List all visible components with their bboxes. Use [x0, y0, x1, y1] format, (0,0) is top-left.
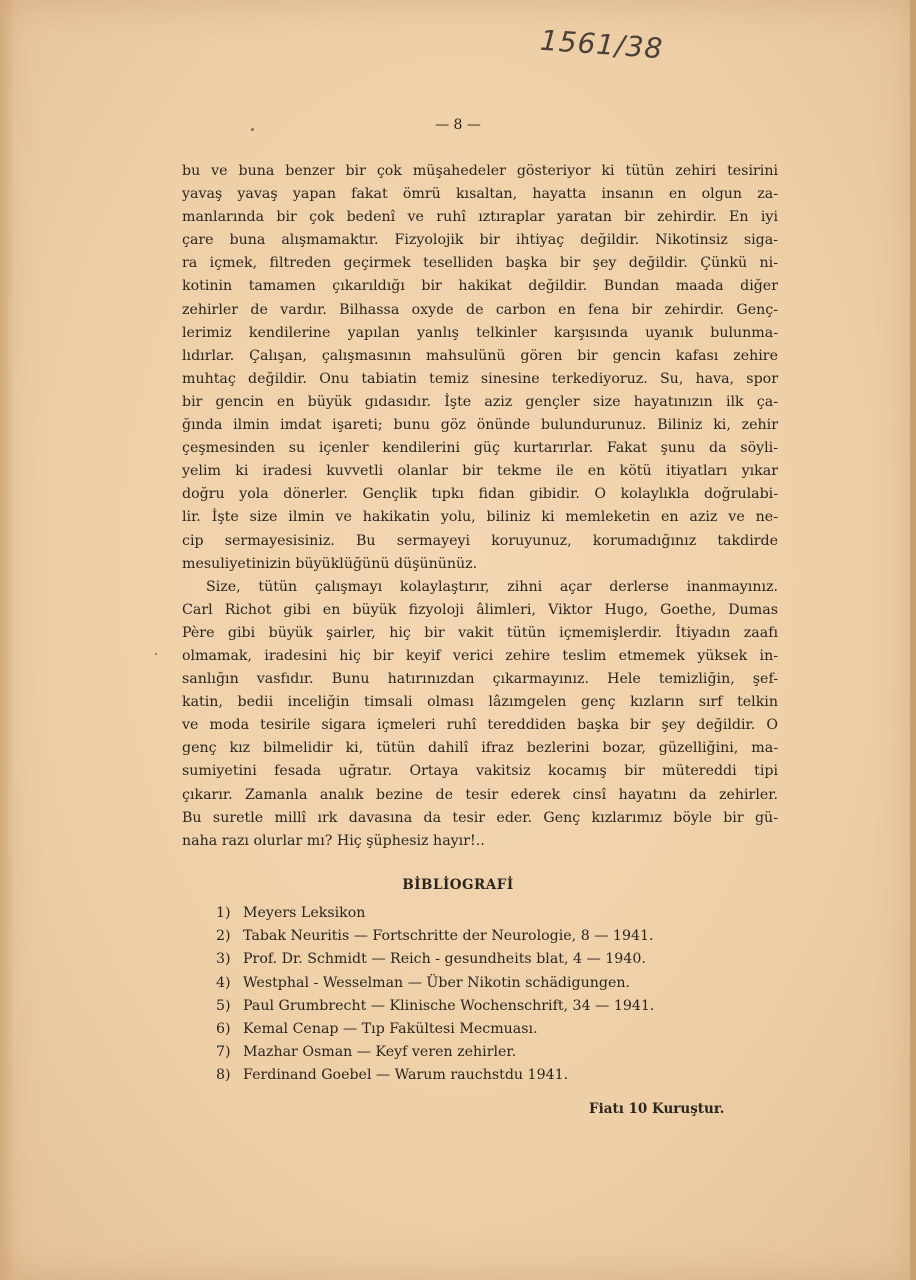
text-line: genç kız bilmelidir ki, tütün dahilî ifraz bezlerini bozar, güzelliğini, ma-: [182, 740, 778, 757]
bibliography-item-number: 6): [216, 1021, 231, 1038]
text-line: manlarında bir çok bedenî ve ruhî ıztıraplar yaratan bir zehirdir. En iyi: [182, 209, 778, 226]
handwritten-note: 1561/38: [538, 23, 665, 66]
body-text: [182, 160, 778, 853]
text-line: muhtaç değildir. Onu tabiatin temiz sinesine terkediyoruz. Su, hava, spor: [182, 370, 778, 387]
text-line: bir gencin en büyük gıdasıdır. İşte aziz gençler size hayatınızın ilk ça-: [182, 393, 778, 410]
bibliography-item-number: 3): [216, 951, 231, 968]
text-line: cip sermayesisiniz. Bu sermayeyi koruyunuz, korumadığınız takdirde: [182, 532, 778, 549]
text-line: ra içmek, filtreden geçirmek teselliden başka bir şey değildir. Çünkü ni-: [182, 255, 778, 272]
bibliography-item-text: Meyers Leksikon: [243, 905, 366, 921]
bibliography-list: [216, 902, 776, 1088]
bibliography-item-text: Mazhar Osman — Keyf veren zehirler.: [243, 1044, 517, 1061]
bibliography-item: [216, 1018, 776, 1041]
page-number: — 8 —: [435, 117, 481, 133]
text-line: olmamak, iradesini hiç bir keyif verici zehire teslim etmemek yüksek in-: [182, 647, 778, 664]
text-line: doğru yola dönerler. Gençlik tıpkı fidan gibidir. O kolaylıkla doğrulabi-: [182, 486, 778, 503]
bibliography-item-text: Prof. Dr. Schmidt — Reich - gesundheits blat, 4 — 1940.: [243, 951, 646, 968]
page-edge-right: [910, 0, 916, 1280]
text-line: Carl Richot gibi en büyük fizyoloji âlimleri, Viktor Hugo, Goethe, Dumas: [182, 601, 778, 618]
bibliography-item: [216, 902, 776, 925]
text-line: mesuliyetinizin büyüklüğünü düşününüz.: [182, 555, 478, 572]
bibliography-item: [216, 925, 776, 948]
text-line: kotinin tamamen çıkarıldığı bir hakikat değildir. Bundan maada diğer: [182, 278, 778, 295]
bibliography-item-number: 4): [216, 974, 231, 991]
text-line: yelim ki iradesi kuvvetli olanlar bir tekme ile en kötü itiyatları yıkar: [182, 463, 778, 480]
text-line: çare buna alışmamaktır. Fizyolojik bir ihtiyaç değildir. Nikotinsiz siga-: [182, 232, 778, 249]
text-line: Size, tütün çalışmayı kolaylaştırır, zihni açar derlerse inanmayınız.: [206, 578, 778, 595]
bibliography-item: [216, 1064, 776, 1087]
text-line: bu ve buna benzer bir çok müşahedeler gösteriyor ki tütün zehiri tesirini: [182, 163, 778, 179]
bibliography-item: [216, 1041, 776, 1064]
paragraph: [182, 576, 778, 853]
price-note: Fiatı 10 Kuruştur.: [589, 1101, 725, 1117]
text-line: çeşmesinden su içenler kendilerini güç kurtarırlar. Fakat şunu da söyli-: [182, 440, 778, 457]
paragraph: [182, 160, 778, 576]
text-line: Bu suretle millî ırk davasına da tesir eder. Genç kızlarımız böyle bir gü-: [182, 809, 778, 826]
text-line: yavaş yavaş yapan fakat ömrü kısaltan, hayatta insanın en olgun za-: [182, 186, 778, 203]
bibliography-item-text: Kemal Cenap — Tıp Fakültesi Mecmuası.: [243, 1021, 538, 1038]
text-line: Père gibi büyük şairler, hiç bir vakit tütün içmemişlerdir. İtiyadın zaafı: [182, 624, 778, 641]
text-line: katin, bedii inceliğin timsali olması lâzımgelen genç kızların sırf telkin: [182, 694, 778, 711]
bibliography-item-text: Paul Grumbrecht — Klinische Wochenschrift, 34 — 1941.: [243, 997, 655, 1014]
bibliography-item: [216, 972, 776, 995]
text-line: sanlığın vasfıdır. Bunu hatırınızdan çıkarmayınız. Hele temizliğin, şef-: [182, 671, 778, 688]
bibliography-item-number: 5): [216, 997, 231, 1014]
bibliography-item: [216, 995, 776, 1018]
bibliography-heading: BİBLİOGRAFİ: [402, 877, 514, 893]
paper-speck: [155, 653, 157, 655]
bibliography-item-text: Ferdinand Goebel — Warum rauchstdu 1941.: [243, 1067, 569, 1084]
text-line: ğında ilmin imdat işareti; bunu göz önünde bulundurunuz. Biliniz ki, zehir: [182, 417, 778, 434]
bibliography-item-number: 1): [216, 905, 231, 921]
page-edge-left: [0, 0, 14, 1280]
bibliography-item-text: Tabak Neuritis — Fortschritte der Neurologie, 8 — 1941.: [243, 928, 654, 945]
text-line: lerimiz kendilerine yapılan yanlış telkinler karşısında uyanık bulunma-: [182, 324, 778, 341]
bibliography-item-text: Westphal - Wesselman — Über Nikotin schädigungen.: [243, 974, 631, 991]
paper-speck: [251, 128, 254, 131]
text-line: sumiyetini fesada uğratır. Ortaya vakitsiz kocamış bir mütereddi tipi: [182, 763, 778, 780]
bibliography-item-number: 2): [216, 928, 231, 945]
text-line: lıdırlar. Çalışan, çalışmasının mahsulünü gören bir gencin kafası zehire: [182, 347, 778, 364]
text-line: ve moda tesirile sigara içmeleri ruhî tereddiden başka bir şey değildir. O: [182, 717, 778, 734]
bibliography-item: [216, 948, 776, 971]
text-line: lir. İşte size ilmin ve hakikatin yolu, biliniz ki memleketin en aziz ve ne-: [182, 509, 778, 526]
bibliography-item-number: 8): [216, 1067, 231, 1084]
bibliography-item-number: 7): [216, 1044, 231, 1061]
text-line: çıkarır. Zamanla analık bezine de tesir ederek cinsî hayatını da zehirler.: [182, 786, 778, 803]
text-line: zehirler de vardır. Bilhassa oxyde de carbon en fena bir zehirdir. Genç-: [182, 301, 778, 318]
text-line: naha razı olurlar mı? Hiç şüphesiz hayır!..: [182, 832, 485, 849]
